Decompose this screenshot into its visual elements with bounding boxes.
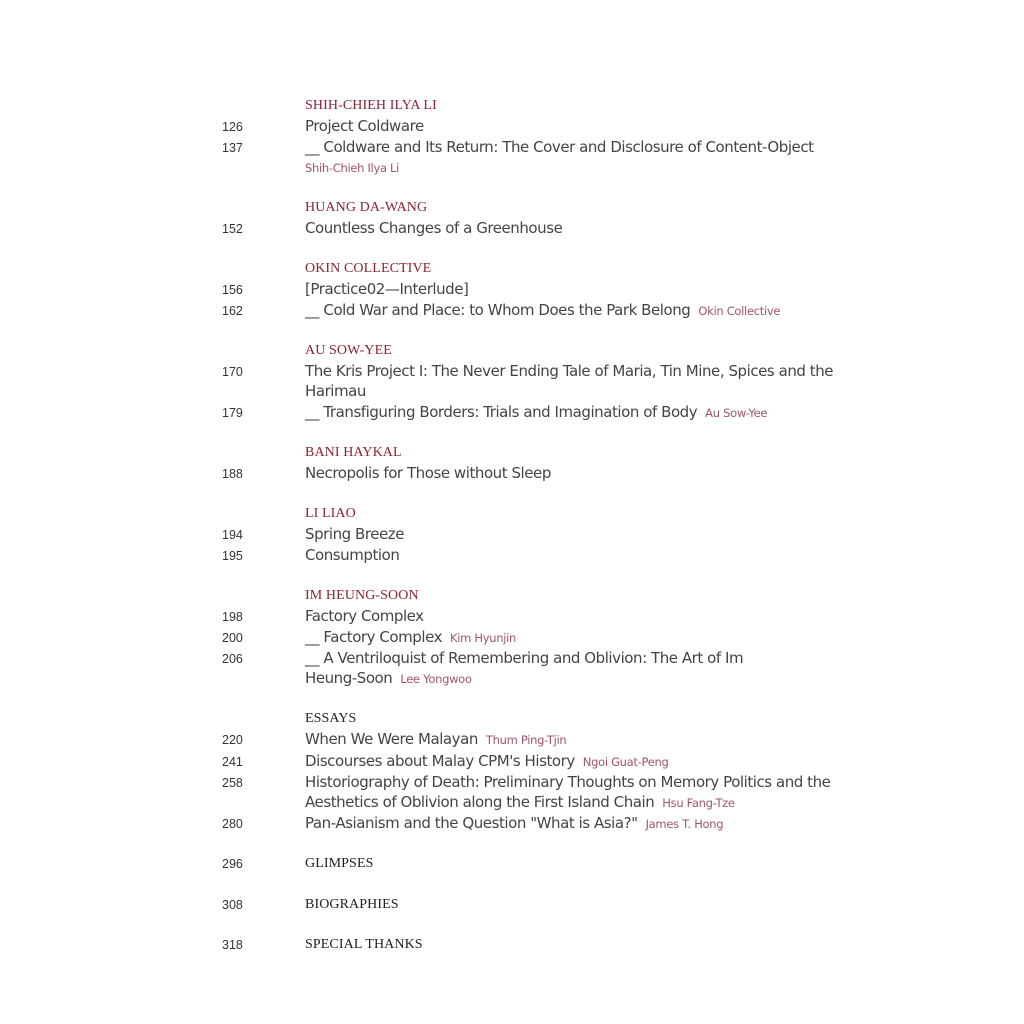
toc-entry[interactable] bbox=[222, 751, 862, 772]
toc-entry[interactable] bbox=[222, 524, 862, 545]
entry-author: Okin Collective bbox=[698, 304, 781, 318]
entry-title: Consumption bbox=[305, 545, 400, 564]
entry-title: __ Cold War and Place: to Whom Does the Park Belong bbox=[305, 301, 691, 319]
entry-author: Lee Yongwoo bbox=[400, 672, 472, 687]
page-number: 179 bbox=[222, 405, 243, 420]
entry-author: Thum Ping-Tjin bbox=[485, 733, 567, 748]
section-heading: HUANG DA-WANG bbox=[305, 200, 428, 215]
table-of-contents bbox=[222, 96, 862, 975]
entry-author: Shih-Chieh Ilya Li bbox=[305, 161, 400, 175]
entry-title: The Kris Project I: The Never Ending Tale of Maria, Tin Mine, Spices and the Harimau bbox=[305, 362, 834, 401]
page-number: 162 bbox=[222, 304, 243, 318]
toc-entry[interactable] bbox=[222, 729, 862, 750]
toc-section bbox=[222, 504, 862, 566]
page-number: 308 bbox=[222, 897, 243, 912]
toc-entry[interactable] bbox=[222, 300, 862, 321]
entry-title: Discourses about Malay CPM's History bbox=[305, 751, 575, 770]
toc-entry[interactable] bbox=[222, 137, 862, 158]
entry-title: When We Were Malayan bbox=[305, 730, 478, 749]
toc-entry[interactable] bbox=[222, 463, 862, 484]
entry-title: Factory Complex bbox=[305, 606, 424, 625]
toc-entry[interactable] bbox=[222, 813, 862, 834]
page-number: 280 bbox=[222, 817, 243, 832]
entry-title: Necropolis for Those without Sleep bbox=[305, 463, 551, 482]
section-heading: LI LIAO bbox=[305, 505, 356, 521]
entry-title: Countless Changes of a Greenhouse bbox=[305, 219, 563, 237]
entry-author: James T. Hong bbox=[645, 817, 724, 832]
page-number: 156 bbox=[222, 283, 243, 297]
entry-title: Pan-Asianism and the Question "What is Asia?" bbox=[305, 814, 638, 833]
section-heading: ESSAYS bbox=[305, 711, 357, 727]
page-number: 198 bbox=[222, 609, 243, 624]
toc-section bbox=[222, 586, 862, 690]
entry-title: Spring Breeze bbox=[305, 524, 405, 543]
section-heading: BANI HAYKAL bbox=[305, 444, 402, 460]
page-number: 296 bbox=[222, 857, 243, 872]
toc-entry[interactable] bbox=[222, 279, 862, 300]
section-heading: OKIN COLLECTIVE bbox=[305, 261, 432, 276]
toc-section bbox=[222, 341, 862, 423]
toc-entry[interactable] bbox=[222, 935, 862, 955]
toc-entry[interactable] bbox=[222, 854, 862, 874]
page-number: 170 bbox=[222, 365, 243, 380]
entry-author: Ngoi Guat-Peng bbox=[582, 754, 669, 769]
section-heading: AU SOW-YEE bbox=[305, 343, 392, 359]
toc-entry[interactable] bbox=[222, 361, 862, 401]
entry-title: [Practice02—Interlude] bbox=[305, 280, 469, 298]
toc-entry[interactable] bbox=[222, 895, 862, 915]
entry-title: Historiography of Death: Preliminary Thoughts on Memory Politics and the Aesthetics of Oblivion along the First Island Chain bbox=[305, 772, 831, 812]
entry-author: Au Sow-Yee bbox=[705, 405, 768, 420]
toc-entry[interactable] bbox=[222, 627, 862, 648]
toc-section bbox=[222, 96, 862, 178]
page-number: 188 bbox=[222, 466, 243, 481]
page-number: 241 bbox=[222, 754, 243, 769]
page-number: 220 bbox=[222, 733, 243, 748]
toc-entry[interactable] bbox=[222, 648, 862, 689]
entry-title: __ Coldware and Its Return: The Cover and Disclosure of Content-Object bbox=[305, 138, 814, 156]
entry-title: Project Coldware bbox=[305, 117, 424, 135]
entry-title: __ Transfiguring Borders: Trials and Imagination of Body bbox=[305, 402, 698, 421]
toc-entry[interactable] bbox=[222, 116, 862, 137]
toc-section bbox=[222, 198, 862, 239]
entry-title: __ Factory Complex bbox=[305, 627, 443, 646]
entry-title: __ A Ventriloquist of Remembering and Oblivion: The Art of Im Heung-Soon bbox=[305, 649, 744, 688]
page-number: 206 bbox=[222, 652, 243, 667]
entry-author: Hsu Fang-Tze bbox=[662, 796, 735, 811]
toc-entry[interactable] bbox=[222, 772, 862, 813]
section-heading: SHIH-CHIEH ILYA LI bbox=[305, 98, 437, 113]
page-number: 152 bbox=[222, 222, 243, 236]
toc-entry[interactable] bbox=[222, 545, 862, 566]
page-number: 137 bbox=[222, 141, 243, 155]
page-number: 194 bbox=[222, 527, 243, 542]
section-heading: IM HEUNG-SOON bbox=[305, 587, 419, 603]
end-matter-title: SPECIAL THANKS bbox=[305, 937, 423, 953]
page-number: 195 bbox=[222, 548, 243, 563]
page-number: 258 bbox=[222, 775, 243, 790]
entry-author: Kim Hyunjin bbox=[450, 630, 517, 645]
page-number: 126 bbox=[222, 120, 243, 134]
toc-entry[interactable] bbox=[222, 402, 862, 423]
end-matter-title: GLIMPSES bbox=[305, 856, 374, 872]
toc-section bbox=[222, 709, 862, 834]
toc-section bbox=[222, 443, 862, 484]
page-number: 200 bbox=[222, 630, 243, 645]
toc-section bbox=[222, 259, 862, 321]
toc-entry[interactable] bbox=[222, 218, 862, 239]
end-matter-title: BIOGRAPHIES bbox=[305, 896, 399, 912]
toc-entry[interactable] bbox=[222, 606, 862, 627]
page-number: 318 bbox=[222, 938, 243, 953]
